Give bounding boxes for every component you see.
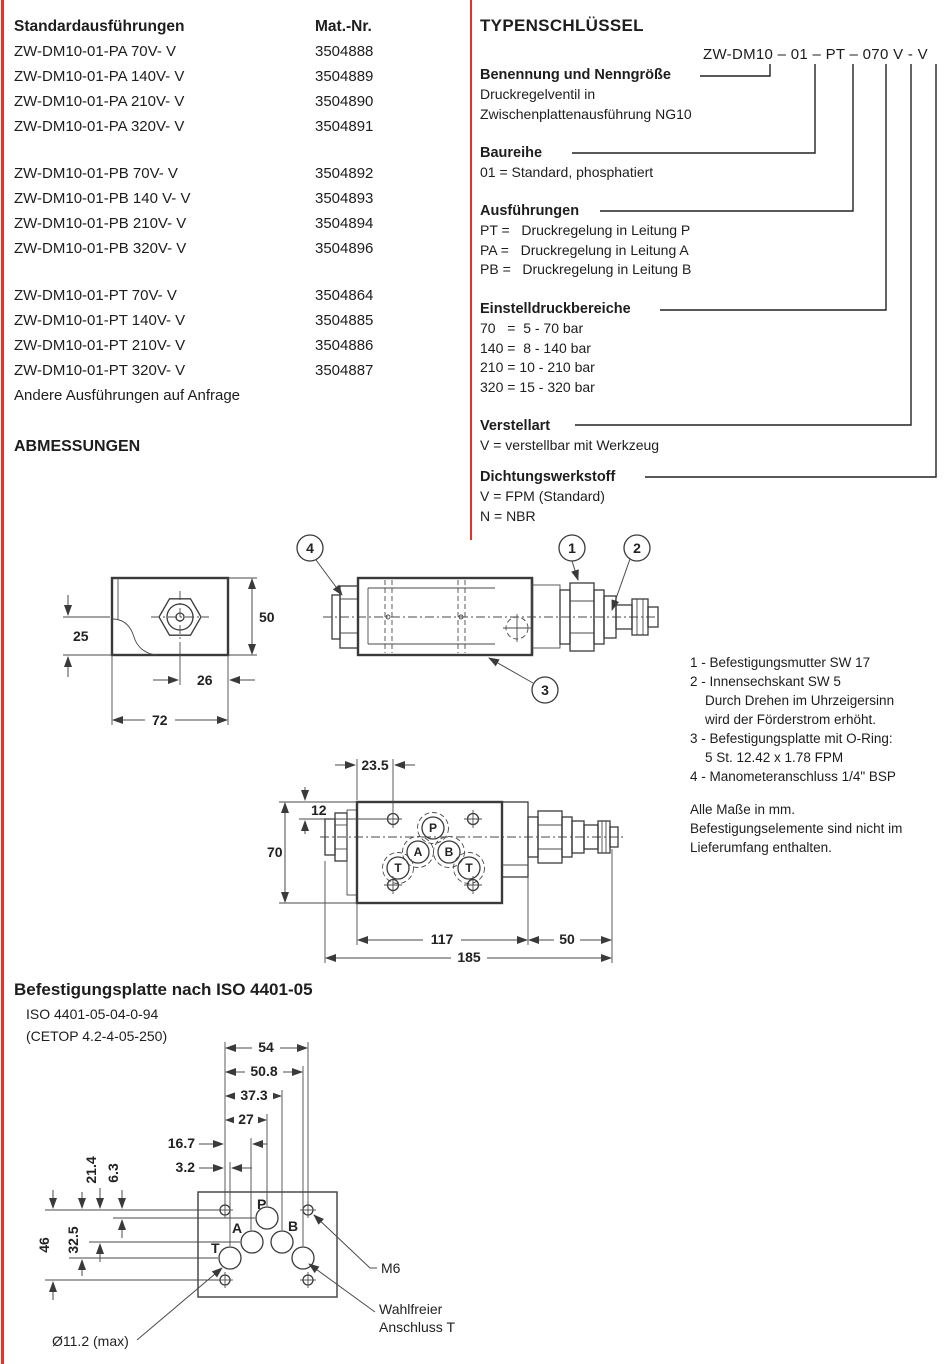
plate-port-b-label: B — [288, 1218, 299, 1234]
dim-6-3: 6.3 — [105, 1163, 121, 1183]
section-heading: Benennung und Nenngröße — [480, 67, 671, 83]
dimension-drawing-side — [55, 533, 665, 738]
port-p: P — [428, 821, 438, 835]
table-row — [14, 39, 460, 64]
section-line: V = FPM (Standard) — [480, 488, 605, 504]
note-line: Alle Maße in mm. — [690, 802, 796, 817]
table-row — [14, 211, 460, 236]
part-number: 3504890 — [315, 93, 374, 110]
note-line: 5 St. 12.42 x 1.78 FPM — [705, 750, 844, 765]
note-line: 4 - Manometeranschluss 1/4" BSP — [690, 769, 896, 784]
part-number: 3504892 — [315, 165, 374, 182]
note-line: wird der Förderstrom erhöht. — [705, 712, 877, 727]
optional-port-label-2: Anschluss T — [379, 1319, 455, 1335]
table-group-gap — [14, 139, 460, 161]
note-line: Durch Drehen im Uhrzeigersinn — [705, 693, 895, 708]
part-number: 3504864 — [315, 287, 374, 304]
abmessungen-heading: ABMESSUNGEN — [14, 438, 141, 455]
part-name: ZW-DM10-01-PA 70V- V — [14, 43, 176, 60]
plate-port-a-label: A — [232, 1220, 243, 1236]
part-number: 3504891 — [315, 118, 374, 135]
section-line: PB = Druckregelung in Leitung B — [480, 261, 692, 277]
section-line: PT = Druckregelung in Leitung P — [480, 222, 691, 238]
general-notes — [690, 800, 948, 857]
table-row — [14, 236, 460, 261]
table-row — [14, 64, 460, 89]
other-versions-note: Andere Ausführungen auf Anfrage — [14, 387, 241, 404]
mounting-plate-heading: Befestigungsplatte nach ISO 4401-05 — [14, 980, 313, 999]
balloon-2: 2 — [633, 540, 641, 556]
m6-label: M6 — [381, 1260, 401, 1276]
part-number: 3504887 — [315, 362, 374, 379]
dim-37-3: 37.3 — [240, 1087, 268, 1103]
section-line: V = verstellbar mit Werkzeug — [480, 437, 660, 453]
section-heading: Verstellart — [480, 418, 551, 434]
section-line: N = NBR — [480, 507, 536, 524]
part-name: ZW-DM10-01-PA 210V- V — [14, 93, 185, 110]
balloon-3: 3 — [541, 682, 549, 698]
dim-21-4: 21.4 — [83, 1156, 99, 1184]
port-t2: T — [465, 861, 473, 875]
balloon-4: 4 — [306, 540, 314, 556]
note-line: Lieferumfang enthalten. — [690, 840, 832, 855]
part-number: 3504885 — [315, 312, 374, 329]
dim-3-2: 3.2 — [175, 1159, 195, 1175]
table-header — [14, 14, 460, 39]
dim-50b: 50 — [559, 931, 575, 947]
port-b: B — [444, 845, 454, 859]
dim-12: 12 — [311, 802, 327, 818]
dim-50: 50 — [259, 609, 275, 625]
table-group-gap — [14, 261, 460, 283]
optional-port-label-1: Wahlfreier — [379, 1301, 443, 1317]
section-line: Zwischenplattenausführung NG10 — [480, 105, 692, 122]
dim-46: 46 — [36, 1237, 52, 1253]
part-number: 3504886 — [315, 337, 374, 354]
section-line: 70 = 5 - 70 bar — [480, 320, 584, 336]
plate-port-p-label: P — [257, 1196, 267, 1212]
part-name: ZW-DM10-01-PB 70V- V — [14, 165, 178, 182]
type-code: ZW-DM10 – 01 – PT – 070 V - V — [703, 46, 928, 63]
table-row — [14, 186, 460, 211]
section-heading: Ausführungen — [480, 203, 580, 219]
section-line: 140 = 8 - 140 bar — [480, 339, 591, 356]
part-number: 3504896 — [315, 240, 374, 257]
port-t1: T — [394, 861, 402, 875]
mounting-plate-drawing — [25, 1040, 455, 1360]
table-header-name: Standardausführungen — [14, 18, 185, 35]
note-line: 1 - Befestigungsmutter SW 17 — [690, 655, 871, 670]
section-heading: Einstelldruckbereiche — [480, 301, 631, 317]
table-row — [14, 358, 460, 383]
section-heading: Dichtungswerkstoff — [480, 469, 616, 485]
part-name: ZW-DM10-01-PB 140 V- V — [14, 190, 191, 207]
part-name: ZW-DM10-01-PT 140V- V — [14, 312, 186, 329]
dim-16-7: 16.7 — [167, 1135, 195, 1151]
note-line: Befestigungselemente sind nicht im — [690, 821, 903, 836]
balloon-1: 1 — [568, 540, 576, 556]
section-line: PA = Druckregelung in Leitung A — [480, 241, 689, 258]
table-note — [14, 383, 460, 408]
type-key-leader-lines — [470, 0, 952, 540]
port-a: A — [413, 845, 423, 859]
dim-27: 27 — [238, 1111, 254, 1127]
dim-26: 26 — [197, 672, 213, 688]
diameter-label: Ø11.2 (max) — [52, 1333, 129, 1349]
dimension-drawing-top — [265, 745, 685, 970]
section-heading: Baureihe — [480, 145, 543, 161]
section-line: 01 = Standard, phosphatiert — [480, 164, 654, 180]
table-row — [14, 114, 460, 139]
part-number: 3504894 — [315, 215, 374, 232]
cetop-standard-label: (CETOP 4.2-4-05-250) — [26, 1028, 168, 1044]
part-name: ZW-DM10-01-PA 320V- V — [14, 118, 185, 135]
dim-50-8: 50.8 — [250, 1063, 278, 1079]
part-number: 3504889 — [315, 68, 374, 85]
table-row — [14, 283, 460, 308]
dim-72: 72 — [152, 712, 168, 728]
left-red-border — [1, 0, 4, 1364]
dim-70: 70 — [267, 844, 283, 860]
part-name: ZW-DM10-01-PT 320V- V — [14, 362, 186, 379]
note-line: 3 - Befestigungsplatte mit O-Ring: — [690, 731, 893, 746]
part-number: 3504888 — [315, 43, 374, 60]
part-name: ZW-DM10-01-PT 210V- V — [14, 337, 186, 354]
dim-54: 54 — [258, 1040, 274, 1055]
part-name: ZW-DM10-01-PB 320V- V — [14, 240, 187, 257]
table-row — [14, 308, 460, 333]
part-name: ZW-DM10-01-PA 140V- V — [14, 68, 185, 85]
legend-notes — [690, 653, 948, 786]
iso-standard-label: ISO 4401-05-04-0-94 — [26, 1006, 159, 1022]
dim-25: 25 — [73, 628, 89, 644]
table-row — [14, 89, 460, 114]
part-name: ZW-DM10-01-PB 210V- V — [14, 215, 187, 232]
standard-versions-table — [14, 14, 460, 408]
section-line: 210 = 10 - 210 bar — [480, 359, 595, 375]
table-row — [14, 333, 460, 358]
dim-117: 117 — [430, 931, 454, 947]
note-line: 2 - Innensechskant SW 5 — [690, 674, 841, 689]
section-line: Druckregelventil in — [480, 86, 596, 102]
table-row — [14, 161, 460, 186]
plate-port-t-label: T — [211, 1240, 220, 1256]
section-line: 320 = 15 - 320 bar — [480, 378, 595, 395]
part-name: ZW-DM10-01-PT 70V- V — [14, 287, 177, 304]
dim-23-5: 23.5 — [361, 757, 389, 773]
part-number: 3504893 — [315, 190, 374, 207]
table-header-matnr: Mat.-Nr. — [315, 18, 372, 35]
dim-32-5: 32.5 — [65, 1226, 81, 1254]
typenschluessel-title: TYPENSCHLÜSSEL — [480, 16, 644, 35]
dim-185: 185 — [457, 949, 481, 965]
